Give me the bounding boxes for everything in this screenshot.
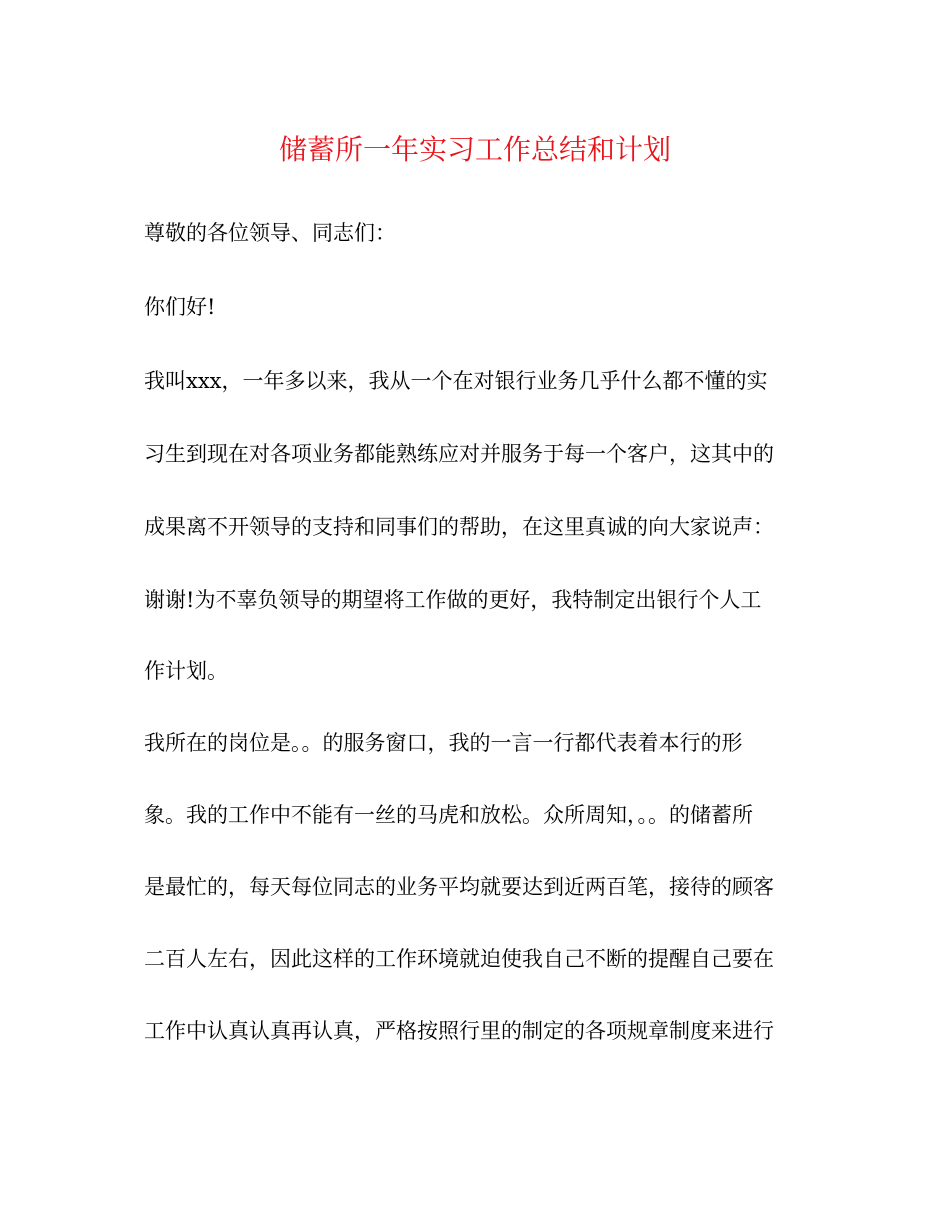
paragraph-line: 是最忙的，每天每位同志的业务平均就要达到近两百笔，接待的顾客 [144, 875, 774, 899]
paragraph-line: 成果离不开领导的支持和同事们的帮助，在这里真诚的向大家说声： [144, 515, 774, 539]
paragraph-line: 我叫xxx，一年多以来，我从一个在对银行业务几乎什么都不懂的实 [144, 369, 768, 393]
salutation-line: 尊敬的各位领导、同志们： [144, 221, 396, 245]
paragraph-line: 习生到现在对各项业务都能熟练应对并服务于每一个客户，这其中的 [144, 442, 774, 466]
document-title: 储蓄所一年实习工作总结和计划 [278, 133, 671, 166]
paragraph-line: 谢谢!为不辜负领导的期望将工作做的更好，我特制定出银行个人工 [144, 588, 762, 612]
greeting-line: 你们好! [144, 295, 216, 319]
paragraph-line: 二百人左右，因此这样的工作环境就迫使我自己不断的提醒自己要在 [144, 947, 774, 971]
paragraph-line: 作计划。 [144, 659, 228, 683]
paragraph-line: 我所在的岗位是。。的服务窗口，我的一言一行都代表着本行的形 [144, 731, 743, 755]
paragraph-line: 工作中认真认真再认真，严格按照行里的制定的各项规章制度来进行 [144, 1019, 774, 1043]
paragraph-line: 象。我的工作中不能有一丝的马虎和放松。众所周知，。。的储蓄所 [144, 803, 753, 827]
